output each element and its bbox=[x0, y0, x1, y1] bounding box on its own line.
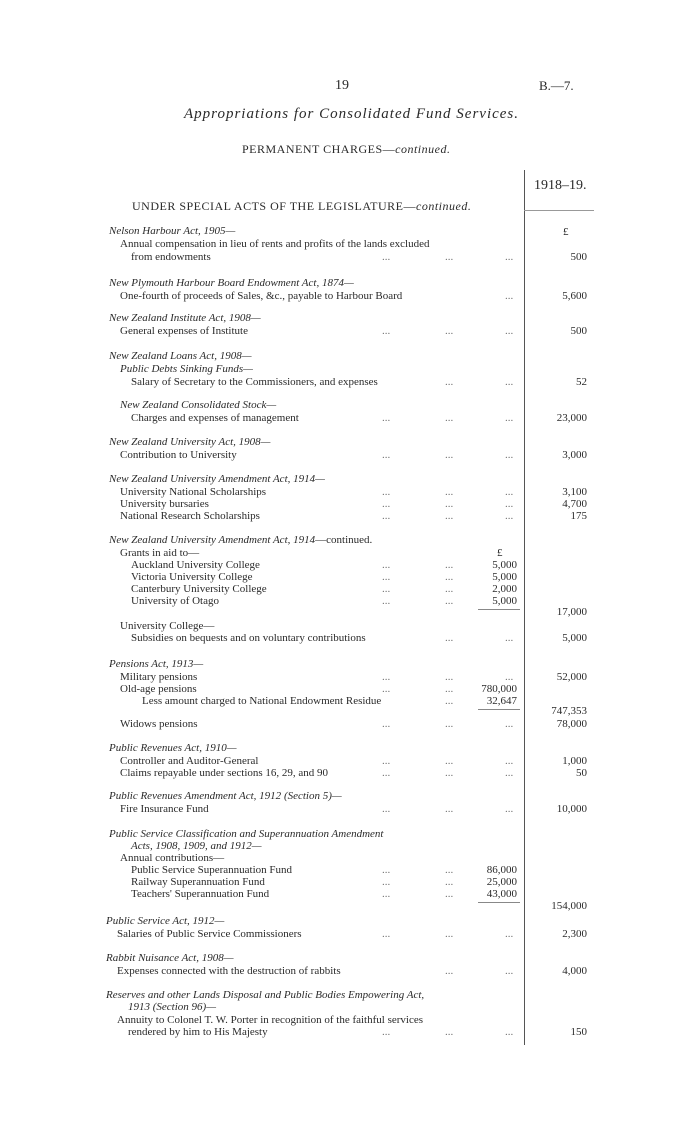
act-heading-superannuation: Public Service Classification and Superannuation Amendment bbox=[109, 828, 384, 840]
act-heading-loans: New Zealand Loans Act, 1908— bbox=[109, 350, 252, 362]
leader-dots: ... bbox=[445, 864, 454, 876]
leader-dots: ... bbox=[382, 559, 391, 571]
leader-dots: ... bbox=[445, 1026, 454, 1038]
leader-dots: ... bbox=[382, 1026, 391, 1038]
leader-dots: ... bbox=[445, 876, 454, 888]
amount-rabbits: 4,000 bbox=[562, 965, 587, 977]
leader-dots: ... bbox=[505, 498, 514, 510]
leader-dots: ... bbox=[505, 1026, 514, 1038]
leader-dots: ... bbox=[382, 767, 391, 779]
leader-dots: ... bbox=[382, 888, 391, 900]
amount-victoria: 5,000 bbox=[492, 571, 517, 583]
leader-dots: ... bbox=[445, 718, 454, 730]
line-widows-pensions: Widows pensions bbox=[120, 718, 198, 730]
leader-dots: ... bbox=[505, 376, 514, 388]
page-number: 19 bbox=[335, 78, 349, 93]
leader-dots: ... bbox=[445, 928, 454, 940]
leader-dots: ... bbox=[505, 510, 514, 522]
act-heading-institute: New Zealand Institute Act, 1908— bbox=[109, 312, 261, 324]
page-title: Appropriations for Consolidated Fund Services. bbox=[184, 106, 520, 122]
leader-dots: ... bbox=[382, 412, 391, 424]
page-subtitle: PERMANENT CHARGES—continued. bbox=[242, 142, 451, 156]
header-underline bbox=[524, 210, 594, 211]
line-scholarships: University National Scholarships bbox=[120, 486, 267, 498]
leader-dots: ... bbox=[505, 671, 514, 683]
leader-dots: ... bbox=[505, 965, 514, 977]
act-heading-revenues: Public Revenues Act, 1910— bbox=[109, 742, 237, 754]
line-nelson-2: from endowments bbox=[131, 251, 211, 263]
leader-dots: ... bbox=[445, 376, 454, 388]
line-loans-2: Charges and expenses of management bbox=[131, 412, 299, 424]
leader-dots: ... bbox=[445, 449, 454, 461]
line-commissioners: Salaries of Public Service Commissioners bbox=[117, 928, 302, 940]
line-less-charged: Less amount charged to National Endowment Residue bbox=[142, 695, 382, 707]
leader-dots: ... bbox=[382, 864, 391, 876]
line-teachers-fund: Teachers' Superannuation Fund bbox=[131, 888, 270, 900]
amount-loans: 52 bbox=[576, 376, 587, 388]
amount-grants-total: 17,000 bbox=[556, 606, 587, 618]
act-heading-plymouth: New Plymouth Harbour Board Endowment Act, 1874— bbox=[109, 277, 354, 289]
amount-research: 175 bbox=[570, 510, 587, 522]
leader-dots: ... bbox=[445, 888, 454, 900]
act-heading-nelson: Nelson Harbour Act, 1905— bbox=[109, 225, 236, 237]
amount-bursaries: 4,700 bbox=[562, 498, 587, 510]
leader-dots: ... bbox=[445, 755, 454, 767]
leader-dots: ... bbox=[445, 803, 454, 815]
leader-dots: ... bbox=[382, 718, 391, 730]
leader-dots: ... bbox=[505, 803, 514, 815]
line-plymouth: One-fourth of proceeds of Sales, &c., payable to Harbour Board bbox=[120, 290, 403, 302]
leader-dots: ... bbox=[445, 595, 454, 607]
line-military-pensions: Military pensions bbox=[120, 671, 198, 683]
line-annuity-2: rendered by him to His Majesty bbox=[128, 1026, 268, 1038]
leader-dots: ... bbox=[445, 583, 454, 595]
line-institute: General expenses of Institute bbox=[120, 325, 248, 337]
leader-dots: ... bbox=[505, 632, 514, 644]
leader-dots: ... bbox=[505, 251, 514, 263]
amount-subsidies: 5,000 bbox=[562, 632, 587, 644]
line-public-service-fund: Public Service Superannuation Fund bbox=[131, 864, 293, 876]
line-claims: Claims repayable under sections 16, 29, and 90 bbox=[120, 767, 329, 779]
line-university: Contribution to University bbox=[120, 449, 237, 461]
amount-nelson: 500 bbox=[570, 251, 587, 263]
line-old-age-pensions: Old-age pensions bbox=[120, 683, 197, 695]
leader-dots: ... bbox=[445, 412, 454, 424]
leader-dots: ... bbox=[382, 486, 391, 498]
subtotal-rule bbox=[478, 902, 520, 903]
act-heading-university-amendment-continued: New Zealand University Amendment Act, 1914—continued. bbox=[109, 534, 373, 546]
leader-dots: ... bbox=[505, 290, 514, 302]
leader-dots: ... bbox=[382, 571, 391, 583]
leader-dots: ... bbox=[445, 486, 454, 498]
leader-dots: ... bbox=[382, 595, 391, 607]
leader-dots: ... bbox=[445, 671, 454, 683]
leader-dots: ... bbox=[445, 498, 454, 510]
line-research: National Research Scholarships bbox=[120, 510, 260, 522]
subtotal-rule bbox=[478, 609, 520, 610]
amount-teachers-fund: 43,000 bbox=[486, 888, 517, 900]
act-heading-reserves-2: 1913 (Section 96)— bbox=[128, 1001, 216, 1013]
leader-dots: ... bbox=[382, 803, 391, 815]
leader-dots: ... bbox=[382, 498, 391, 510]
amount-auckland: 5,000 bbox=[492, 559, 517, 571]
amount-old-age-pensions: 780,000 bbox=[481, 683, 517, 695]
line-bursaries: University bursaries bbox=[120, 498, 209, 510]
grants-heading: Grants in aid to— bbox=[120, 547, 200, 559]
line-rabbits: Expenses connected with the destruction of rabbits bbox=[117, 965, 341, 977]
leader-dots: ... bbox=[505, 325, 514, 337]
leader-dots: ... bbox=[382, 583, 391, 595]
leader-dots: ... bbox=[382, 251, 391, 263]
leader-dots: ... bbox=[382, 683, 391, 695]
amount-plymouth: 5,600 bbox=[562, 290, 587, 302]
amount-university: 3,000 bbox=[562, 449, 587, 461]
amount-military-pensions: 52,000 bbox=[556, 671, 587, 683]
line-controller: Controller and Auditor-General bbox=[120, 755, 259, 767]
act-heading-university-amendment: New Zealand University Amendment Act, 1914— bbox=[109, 473, 325, 485]
act-heading-university: New Zealand University Act, 1908— bbox=[109, 436, 271, 448]
leader-dots: ... bbox=[505, 449, 514, 461]
leader-dots: ... bbox=[445, 325, 454, 337]
line-annual-contributions: Annual contributions— bbox=[120, 852, 225, 864]
currency-symbol: £ bbox=[497, 547, 503, 559]
act-heading-public-service: Public Service Act, 1912— bbox=[106, 915, 225, 927]
subheading-consolidated-stock: New Zealand Consolidated Stock— bbox=[120, 399, 277, 411]
amount-superannuation-total: 154,000 bbox=[551, 900, 587, 912]
document-reference: B.—7. bbox=[539, 78, 574, 93]
leader-dots: ... bbox=[382, 449, 391, 461]
leader-dots: ... bbox=[505, 486, 514, 498]
line-railway-fund: Railway Superannuation Fund bbox=[131, 876, 265, 888]
column-rule bbox=[524, 170, 525, 1045]
leader-dots: ... bbox=[445, 559, 454, 571]
amount-canterbury: 2,000 bbox=[492, 583, 517, 595]
act-heading-rabbit: Rabbit Nuisance Act, 1908— bbox=[106, 952, 234, 964]
line-canterbury: Canterbury University College bbox=[131, 583, 267, 595]
amount-institute: 500 bbox=[570, 325, 587, 337]
leader-dots: ... bbox=[445, 683, 454, 695]
leader-dots: ... bbox=[445, 510, 454, 522]
act-heading-pensions: Pensions Act, 1913— bbox=[109, 658, 204, 670]
line-loans: Salary of Secretary to the Commissioners, and expenses bbox=[131, 376, 378, 388]
amount-loans-2: 23,000 bbox=[556, 412, 587, 424]
leader-dots: ... bbox=[382, 325, 391, 337]
line-university-college: University College— bbox=[120, 620, 215, 632]
leader-dots: ... bbox=[505, 755, 514, 767]
amount-scholarships: 3,100 bbox=[562, 486, 587, 498]
section-heading: UNDER SPECIAL ACTS OF THE LEGISLATURE—continued. bbox=[132, 199, 472, 213]
leader-dots: ... bbox=[445, 632, 454, 644]
leader-dots: ... bbox=[445, 965, 454, 977]
amount-public-service-fund: 86,000 bbox=[486, 864, 517, 876]
line-annuity: Annuity to Colonel T. W. Porter in recognition of the faithful services bbox=[117, 1014, 424, 1026]
act-heading-superannuation-2: Acts, 1908, 1909, and 1912— bbox=[131, 840, 262, 852]
leader-dots: ... bbox=[382, 928, 391, 940]
amount-railway-fund: 25,000 bbox=[486, 876, 517, 888]
leader-dots: ... bbox=[382, 671, 391, 683]
amount-controller: 1,000 bbox=[562, 755, 587, 767]
line-fire-insurance: Fire Insurance Fund bbox=[120, 803, 209, 815]
amount-annuity: 150 bbox=[570, 1026, 587, 1038]
leader-dots: ... bbox=[505, 767, 514, 779]
leader-dots: ... bbox=[382, 876, 391, 888]
leader-dots: ... bbox=[382, 755, 391, 767]
leader-dots: ... bbox=[505, 412, 514, 424]
act-heading-reserves: Reserves and other Lands Disposal and Public Bodies Empowering Act, bbox=[106, 989, 425, 1001]
amount-commissioners: 2,300 bbox=[562, 928, 587, 940]
currency-symbol: £ bbox=[563, 226, 569, 238]
leader-dots: ... bbox=[505, 928, 514, 940]
subtotal-rule bbox=[478, 709, 520, 710]
line-subsidies: Subsidies on bequests and on voluntary contributions bbox=[131, 632, 366, 644]
line-auckland: Auckland University College bbox=[131, 559, 260, 571]
leader-dots: ... bbox=[445, 695, 454, 707]
leader-dots: ... bbox=[445, 767, 454, 779]
amount-less-charged: 32,647 bbox=[486, 695, 517, 707]
subheading-sinking-funds: Public Debts Sinking Funds— bbox=[120, 363, 253, 375]
amount-claims: 50 bbox=[576, 767, 587, 779]
amount-fire-insurance: 10,000 bbox=[556, 803, 587, 815]
line-victoria: Victoria University College bbox=[131, 571, 253, 583]
amount-widows-pensions: 78,000 bbox=[556, 718, 587, 730]
line-nelson: Annual compensation in lieu of rents and profits of the lands excluded bbox=[120, 238, 430, 250]
leader-dots: ... bbox=[382, 510, 391, 522]
leader-dots: ... bbox=[445, 251, 454, 263]
amount-net-old-age: 747,353 bbox=[551, 705, 587, 717]
line-otago: University of Otago bbox=[131, 595, 219, 607]
leader-dots: ... bbox=[505, 718, 514, 730]
act-heading-revenues-amendment: Public Revenues Amendment Act, 1912 (Section 5)— bbox=[109, 790, 342, 802]
year-column-header: 1918–19. bbox=[534, 178, 587, 193]
leader-dots: ... bbox=[445, 571, 454, 583]
amount-otago: 5,000 bbox=[492, 595, 517, 607]
